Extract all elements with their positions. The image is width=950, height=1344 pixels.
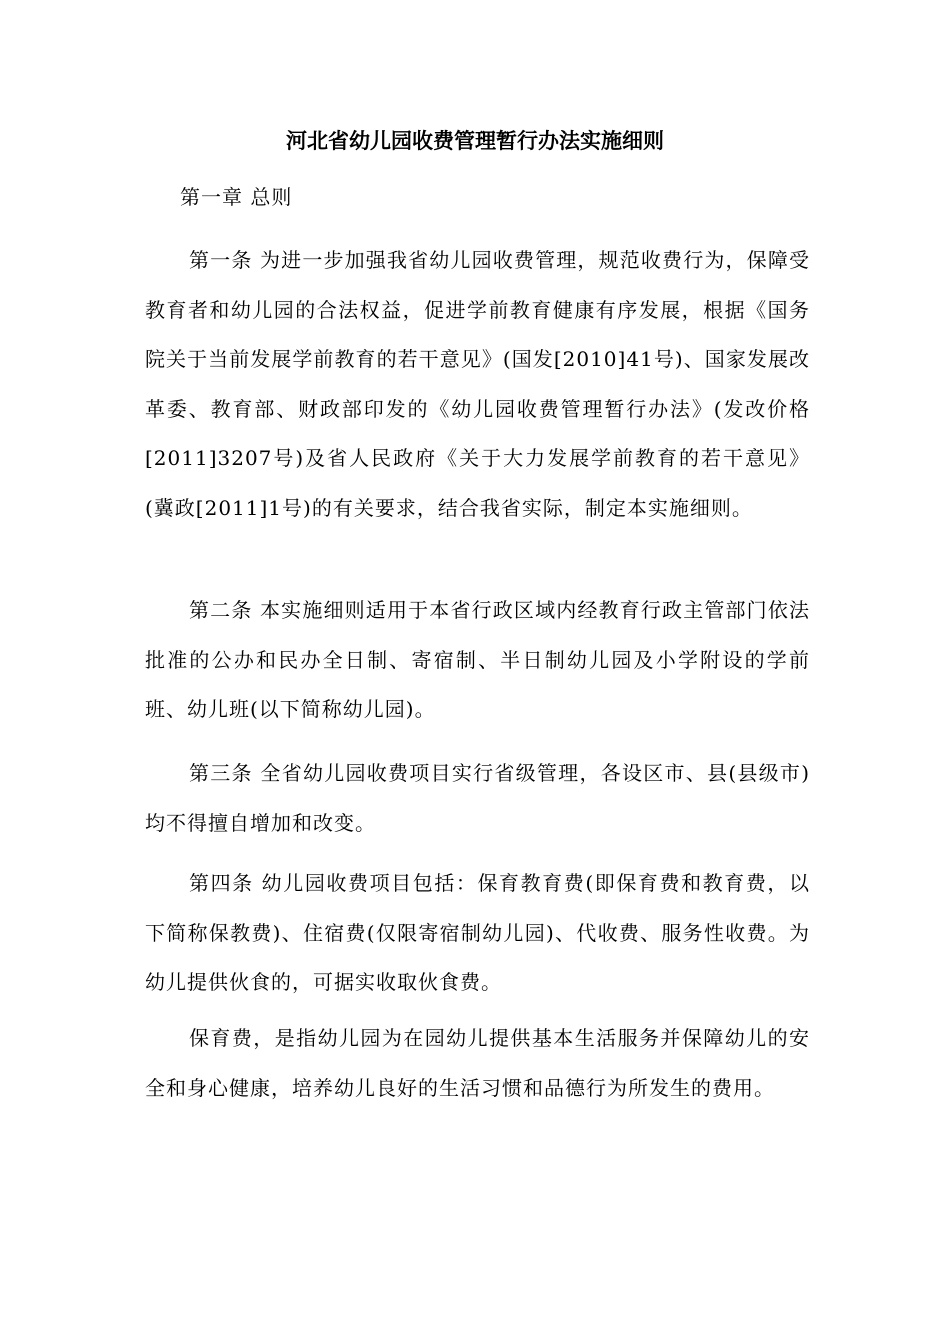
care-fee-definition-paragraph: 保育费，是指幼儿园为在园幼儿提供基本生活服务并保障幼儿的安全和身心健康，培养幼儿良好的生活习惯和品德行为所发生的费用。 [145, 1026, 810, 1100]
article-2-paragraph: 第二条 本实施细则适用于本省行政区域内经教育行政主管部门依法批准的公办和民办全日制、寄宿制、半日制幼儿园及小学附设的学前班、幼儿班(以下简称幼儿园)。 [145, 598, 810, 721]
article-4-paragraph: 第四条 幼儿园收费项目包括：保育教育费(即保育费和教育费，以下简称保教费)、住宿费(仅限寄宿制幼儿园)、代收费、服务性收费。为幼儿提供伙食的，可据实收取伙食费。 [145, 871, 810, 994]
document-title: 河北省幼儿园收费管理暂行办法实施细则 [286, 129, 664, 153]
chapter-heading: 第一章 总则 [180, 185, 293, 209]
article-1-paragraph: 第一条 为进一步加强我省幼儿园收费管理，规范收费行为，保障受教育者和幼儿园的合法权益，促进学前教育健康有序发展，根据《国务院关于当前发展学前教育的若干意见》(国发[2010]41号)、国家发展改革委、教育部、财政部印发的《幼儿园收费管理暂行办法》(发改价格[2011]3207号)及省人民政府《关于大力发展学前教育的若干意见》(冀政[2011]1号)的有关要求，结合我省实际，制定本实施细则。 [145, 248, 810, 520]
article-3-paragraph: 第三条 全省幼儿园收费项目实行省级管理，各设区市、县(县级市)均不得擅自增加和改变。 [145, 761, 810, 835]
